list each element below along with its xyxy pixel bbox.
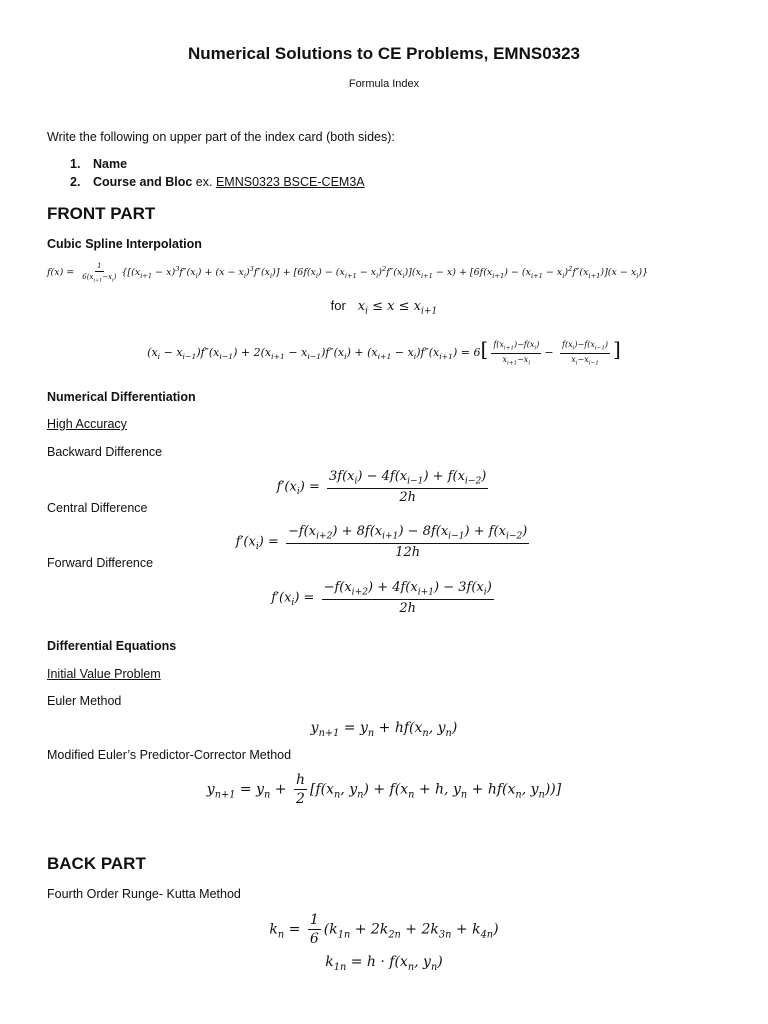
list-extra: ex. [192,175,216,189]
cubic-spline-condition: $(x_i - x_{i-1})f''(x_{i-1}) + 2(x_{i+1} - x_{i-1})f''(x_i) + (x_{i+1} - x_i)f''(x_{i+1}) = 6$[ $\frac{f(x_{i+1})-f(x_i)}{x_{i+1}-x_i}$ − $\frac{f(x_i)-f(x_{i-1})}{x_i-x_{i-1}}$ ] [147,337,621,367]
runge-kutta-label: Fourth Order Runge- Kutta Method [47,887,241,901]
page-title: Numerical Solutions to CE Problems, EMNS0323 [187,44,581,63]
forward-difference-formula: $f'(x_i)$ = $\frac{-f(x_{i+2}) + 4f(x_{i+1}) - 3f(x_i)}{2h}$ [271,580,492,616]
cubic-spline-range: for $x_i \le x \le x_{i+1}$ [330,298,438,317]
back-part-heading: BACK PART [47,854,146,873]
intro-text: Write the following on upper part of the index card (both sides): [47,130,395,144]
central-difference-label: Central Difference [47,501,148,515]
initial-value-problem-label: Initial Value Problem [47,667,161,681]
range-label: for [330,298,346,313]
list-number: 1. [70,157,81,171]
list-label: Course and Bloc [93,175,193,189]
cubic-spline-formula: f(x) = $\frac{1}{6(x_{i+1}-x_i)}$ $\{[(x_{i+1} - x)^3f''(x_i) + (x - x_i)^3f''(x_i)] + [6f(x_i) - (x_{i+1} - x_i)^2f''(x_i)](x_{i+1} - x) + [6f(x_{i+1}) - (x_{i+1} - x_i)^2f''(x_{i+1})](x - x_i)\}$ [47,262,649,284]
list-item [70,175,365,189]
runge-kutta-k1-formula: $k_{1n} = h \cdot f(x_n$, $y_n$) [325,954,443,973]
numerical-diff-heading: Numerical Differentiation [47,390,196,404]
backward-difference-formula: $f'(x_i)$ = $\frac{3f(x_i) - 4f(x_{i-1}) + f(x_{i-2})}{2h}$ [276,469,487,505]
course-example: EMNS0323 BSCE-CEM3A [215,175,365,189]
cubic-spline-heading: Cubic Spline Interpolation [47,237,202,251]
modified-euler-formula: $y_{n+1} = y_n$ + $\frac{h}{2}$ [$f(x_n$, $y_n) + f(x_n + h$, $y_n + hf(x_n$, $y_n$))] [206,772,562,807]
runge-kutta-kn-formula: $k_n$ = $\frac{1}{6}$ $(k_{1n} + 2k_{2n} + 2k_{3n} + k_{4n})$ [269,912,499,947]
page-subtitle: Formula Index [348,78,420,90]
list-item [70,157,127,171]
euler-method-label: Euler Method [47,694,122,708]
list-label: Name [93,157,128,171]
list-number: 2. [70,175,81,189]
front-part-heading: FRONT PART [47,204,156,223]
high-accuracy-label: High Accuracy [47,417,127,431]
modified-euler-label: Modified Euler’s Predictor-Corrector Method [47,748,292,762]
forward-difference-label: Forward Difference [47,556,154,570]
central-difference-formula: $f'(x_i)$ = $\frac{-f(x_{i+2}) + 8f(x_{i+1}) - 8f(x_{i-1}) + f(x_{i-2})}{12h}$ [235,524,528,560]
backward-difference-label: Backward Difference [47,445,163,459]
euler-formula: $y_{n+1} = y_n + hf(x_n$, $y_n$) [310,720,458,739]
differential-equations-heading: Differential Equations [47,639,177,653]
